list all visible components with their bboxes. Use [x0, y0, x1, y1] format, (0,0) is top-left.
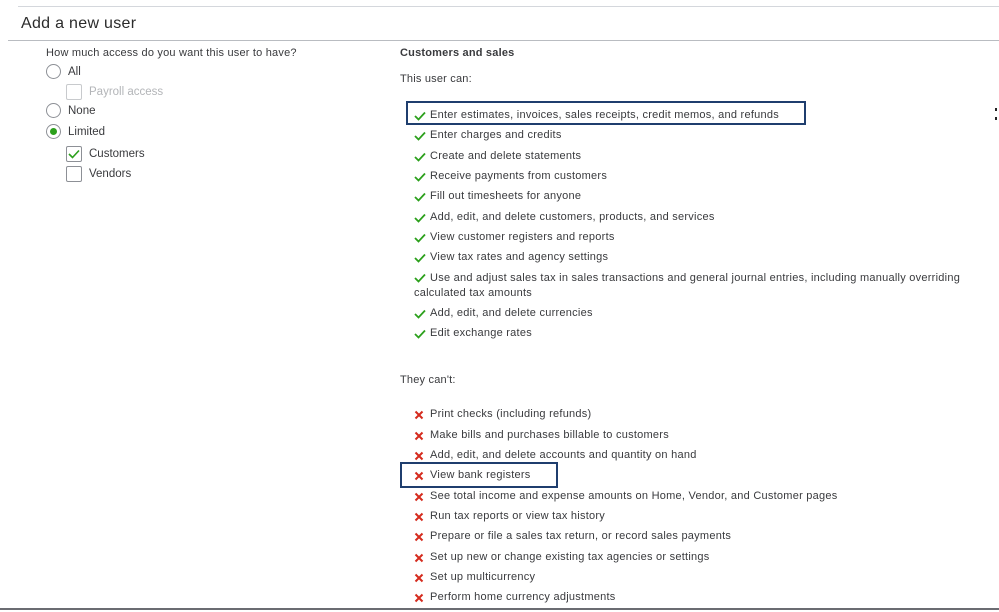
- checkmark-icon: [414, 231, 430, 244]
- checkmark-icon: [414, 307, 430, 320]
- x-icon: [414, 429, 430, 442]
- x-icon: [414, 551, 430, 564]
- cant-item: [414, 591, 616, 604]
- bottom-divider: [0, 608, 999, 610]
- cant-item: [414, 429, 669, 442]
- cant-item: [414, 408, 591, 421]
- payroll-access-checkbox-row: [66, 84, 163, 100]
- can-item: [414, 231, 615, 244]
- section-title: Customers and sales: [400, 47, 515, 59]
- access-option-limited[interactable]: [46, 124, 105, 139]
- can-item-label: View tax rates and agency settings: [430, 251, 609, 263]
- can-item-label: Add, edit, and delete currencies: [430, 307, 593, 319]
- access-option-label: All: [68, 65, 81, 78]
- payroll-access-checkbox: [66, 84, 82, 100]
- cant-item-label: See total income and expense amounts on Home, Vendor, and Customer pages: [430, 490, 838, 502]
- payroll-access-label: Payroll access: [89, 86, 164, 98]
- cant-item: [414, 571, 535, 584]
- access-option-label: Limited: [68, 125, 106, 138]
- customers-checkbox-row[interactable]: [66, 146, 145, 162]
- can-item: [414, 211, 715, 224]
- can-item-label: Fill out timesheets for anyone: [430, 190, 582, 202]
- checkmark-icon: [414, 211, 430, 224]
- cant-label: They can't:: [400, 374, 456, 386]
- can-item-label: Edit exchange rates: [430, 327, 532, 339]
- edge-colon-mark: [995, 106, 997, 122]
- radio-limited[interactable]: [46, 124, 61, 139]
- x-icon: [414, 490, 430, 503]
- cant-item: [414, 551, 710, 564]
- radio-none[interactable]: [46, 103, 61, 118]
- customers-label: Customers: [89, 148, 145, 160]
- vendors-checkbox-row[interactable]: [66, 166, 131, 182]
- highlight-box: [406, 101, 806, 125]
- cant-item-label: Set up new or change existing tax agencies or settings: [430, 551, 710, 563]
- checkmark-icon: [414, 129, 430, 142]
- can-item: [414, 129, 562, 142]
- cant-item-label: Set up multicurrency: [430, 571, 536, 583]
- can-item: [414, 307, 593, 320]
- cant-item: [414, 530, 731, 543]
- x-icon: [414, 408, 430, 421]
- checkmark-icon: [414, 170, 430, 183]
- checkmark-icon: [414, 150, 430, 163]
- cant-item-label: Make bills and purchases billable to customers: [430, 429, 669, 441]
- checkmark-icon: [414, 327, 430, 340]
- can-item-label: Enter estimates, invoices, sales receipts, credit memos, and refunds: [430, 109, 779, 121]
- can-item: [414, 271, 999, 301]
- cant-item: [414, 449, 697, 462]
- checkmark-icon: [68, 149, 80, 159]
- can-item: [414, 170, 607, 183]
- x-icon: [414, 530, 430, 543]
- cant-item-label: Print checks (including refunds): [430, 408, 592, 420]
- cant-item-label: Add, edit, and delete accounts and quantity on hand: [430, 449, 697, 461]
- highlight-box: [400, 462, 558, 488]
- x-icon: [414, 449, 430, 462]
- access-option-label: None: [68, 104, 96, 117]
- can-item: [414, 251, 608, 264]
- can-item-label: View customer registers and reports: [430, 231, 615, 243]
- x-icon: [414, 571, 430, 584]
- access-option-none[interactable]: [46, 103, 96, 118]
- cant-item: [414, 510, 605, 523]
- can-item-label: Add, edit, and delete customers, products, and services: [430, 211, 715, 223]
- can-item-label: Receive payments from customers: [430, 170, 608, 182]
- checkmark-icon: [414, 272, 430, 285]
- checkmark-icon: [414, 251, 430, 264]
- vendors-checkbox[interactable]: [66, 166, 82, 182]
- access-panel: [0, 0, 380, 600]
- cant-item-label: Perform home currency adjustments: [430, 591, 616, 603]
- can-item-label: Use and adjust sales tax in sales transactions and general journal entries, including manually overriding calculated tax amounts: [414, 272, 961, 299]
- can-item-label: Create and delete statements: [430, 150, 582, 162]
- cant-item-label: Prepare or file a sales tax return, or record sales payments: [430, 530, 732, 542]
- can-item: [414, 190, 581, 203]
- x-icon: [414, 510, 430, 523]
- access-option-all[interactable]: [46, 64, 81, 79]
- checkmark-icon: [414, 190, 430, 203]
- can-item: [414, 150, 581, 163]
- cant-item-label: Run tax reports or view tax history: [430, 510, 606, 522]
- customers-checkbox[interactable]: [66, 146, 82, 162]
- x-icon: [414, 591, 430, 604]
- page-title: Add a new user: [21, 15, 137, 32]
- access-question: How much access do you want this user to have?: [46, 47, 297, 59]
- can-item-label: Enter charges and credits: [430, 129, 562, 141]
- can-label: This user can:: [400, 73, 472, 85]
- vendors-label: Vendors: [89, 168, 132, 180]
- radio-all[interactable]: [46, 64, 61, 79]
- can-item: [414, 327, 532, 340]
- cant-item-label: View bank registers: [430, 469, 531, 481]
- cant-item: [414, 490, 838, 503]
